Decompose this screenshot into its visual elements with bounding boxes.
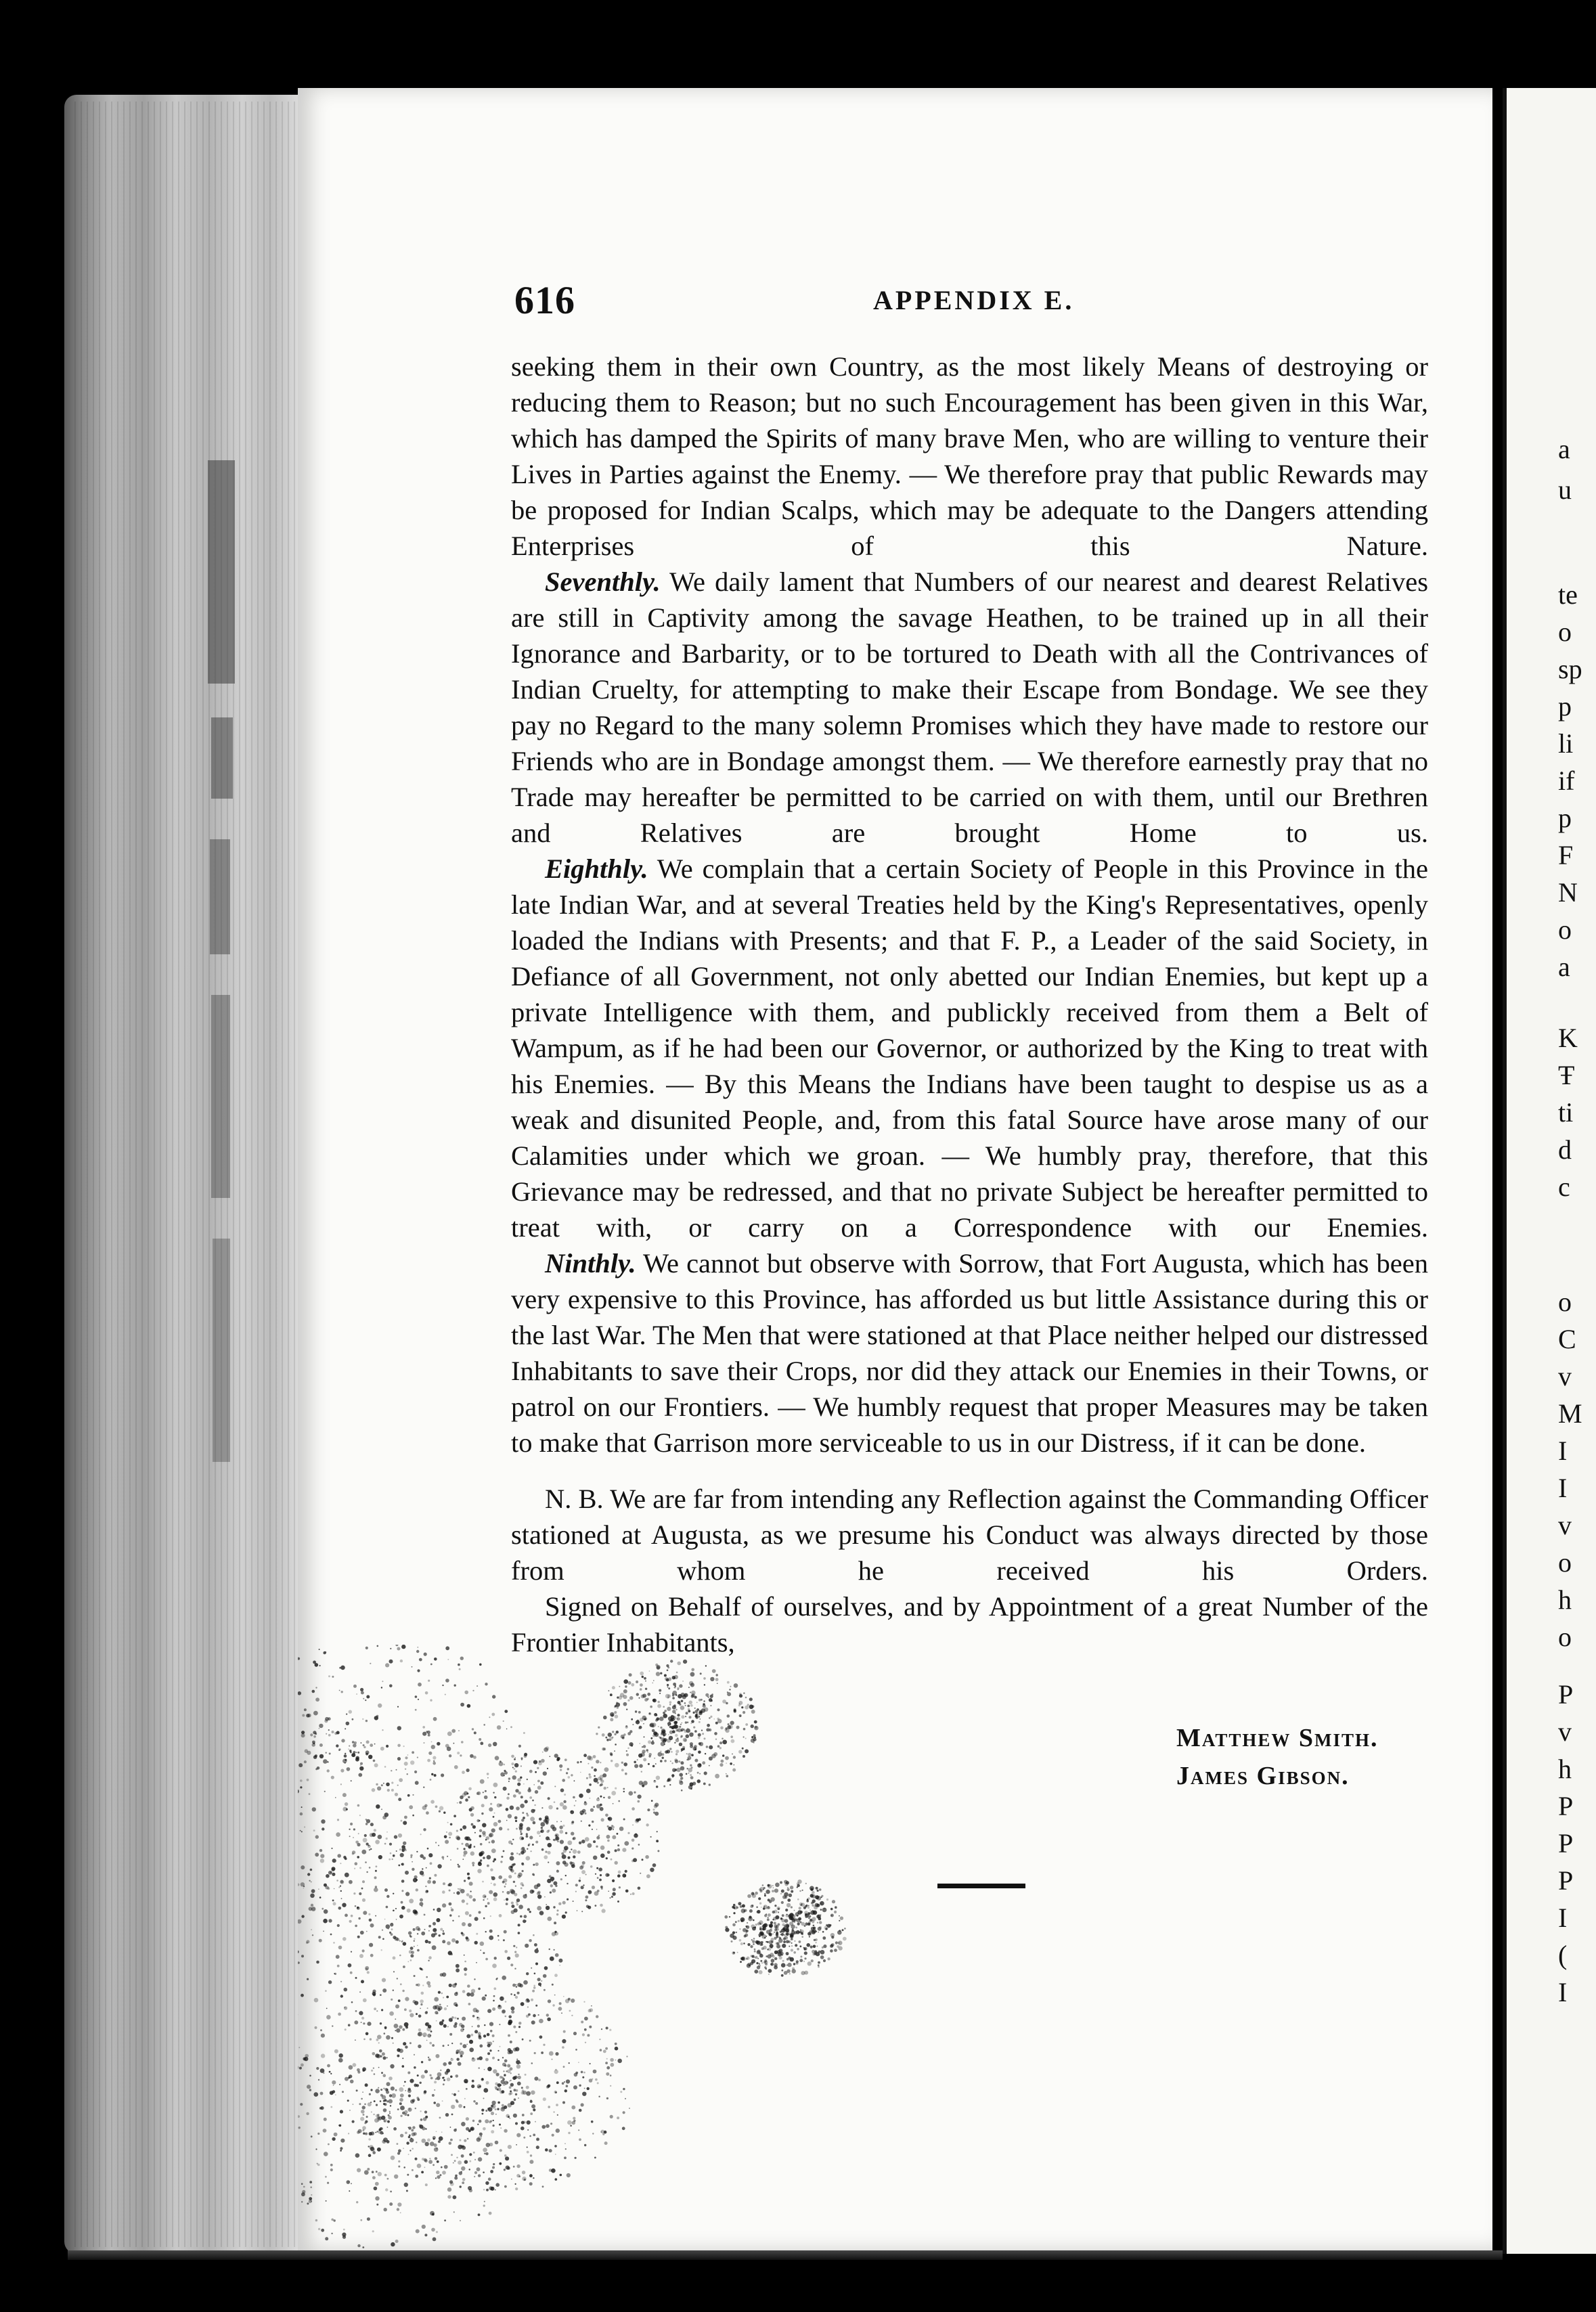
adjacent-page-letter: sp — [1558, 654, 1582, 684]
paragraph-lead: Eighthly. — [545, 853, 648, 884]
adjacent-page-letter: h — [1558, 1584, 1572, 1615]
adjacent-page-letter: C — [1558, 1324, 1576, 1354]
adjacent-page-letter: P — [1558, 1865, 1574, 1896]
adjacent-page-letter: v — [1558, 1510, 1572, 1540]
library-stamp-mark — [177, 460, 265, 1475]
paragraph-lead: Seventhly. — [545, 566, 661, 597]
paragraph-text: We complain that a certain Society of People in this Province in the late Indian War, and at several Treaties held by the King's Representatives, openly loaded the Indians with Presents; and that F. P., a Leader of the said Society, in Defiance of all Government, not only abetted our Indian Enemies, but kept up a private Intelligence with them, and publickly received from them a Belt of Wampum, as if he had been our Governor, or authorized by the King to treat with his Enemies. — By this Means the Indians have been taught to despise us as a weak and disunited People, and, from this fatal Source have arose many of our Calamities under which we groan. — We humbly pray, therefore, that this Grievance may be redressed, and that no private Subject be hereafter permitted to treat with, or carry on a Correspondence with our Enemies. — [511, 853, 1428, 1243]
adjacent-page-letter: Ŧ — [1558, 1060, 1575, 1090]
adjacent-page-letter: d — [1558, 1134, 1572, 1165]
adjacent-page-letter: I — [1558, 1473, 1568, 1503]
adjacent-page-letter: te — [1558, 579, 1578, 610]
paragraph-text: seeking them in their own Country, as the most likely Means of destroying or reducing them to Reason; but no such Encouragement has been given in this War, which has damped the Spirits of many brave Men, who are willing to venture their Lives in Parties against the Enemy. — We therefore pray that public Rewards may be proposed for Indian Scalps, which may be adequate to the Dangers attending Enterprises of this Nature. — [511, 351, 1428, 561]
adjacent-page-letter: o — [1558, 1287, 1572, 1317]
paragraph — [511, 349, 1428, 564]
adjacent-page-letter: p — [1558, 803, 1572, 833]
nota-bene — [511, 1481, 1428, 1588]
signed-line-text: Signed on Behalf of ourselves, and by Appointment of a great Number of the Frontier Inhabitants, — [511, 1591, 1428, 1658]
adjacent-page-letter: I — [1558, 1903, 1568, 1933]
nota-bene-lead: N. B. — [545, 1484, 604, 1514]
paragraph — [511, 564, 1428, 851]
signed-line — [511, 1588, 1428, 1660]
adjacent-page-letter: ti — [1558, 1097, 1574, 1128]
adjacent-page-letter: P — [1558, 1679, 1574, 1710]
adjacent-page-letter: v — [1558, 1716, 1572, 1747]
adjacent-page-letter: F — [1558, 840, 1574, 870]
paragraph — [511, 851, 1428, 1245]
body-text — [511, 349, 1428, 1660]
adjacent-page-letter: M — [1558, 1398, 1582, 1429]
closing-rule — [937, 1884, 1025, 1888]
nota-bene-text: We are far from intending any Reflection against the Commanding Officer stationed at Augusta, as we presume his Conduct was always directed by those from whom he received his Orders. — [511, 1484, 1428, 1586]
page-number: 616 — [514, 278, 575, 322]
signatory-name: Matthew Smith. — [1176, 1724, 1379, 1752]
signatory-name: James Gibson. — [1176, 1762, 1350, 1790]
adjacent-page-letter: o — [1558, 1547, 1572, 1578]
adjacent-page-letter: o — [1558, 617, 1572, 647]
adjacent-page-letter: N — [1558, 877, 1578, 908]
adjacent-page-letter: li — [1558, 728, 1574, 759]
signatories — [1176, 1719, 1379, 1795]
running-head: APPENDIX E. — [873, 285, 1075, 315]
adjacent-page-letter: if — [1558, 765, 1575, 796]
adjacent-page-letter: P — [1558, 1828, 1574, 1859]
paragraph-text: We daily lament that Numbers of our nearest and dearest Relatives are still in Captivity among the savage Heathen, to be trained up in all their Ignorance and Barbarity, or to be tortured to Death with all the Contrivances of Indian Cruelty, for attempting to make their Escape from Bondage. We see they pay no Regard to the many solemn Promises which they have made to restore our Friends who are in Bondage amongst them. — We therefore earnestly pray that no Trade may hereafter be permitted to be carried on with them, until our Brethren and Relatives are brought Home to us. — [511, 566, 1428, 848]
adjacent-page-letter: I — [1558, 1977, 1568, 2007]
book-bottom-edge — [68, 2250, 1503, 2260]
paragraph-text: We cannot but observe with Sorrow, that Fort Augusta, which has been very expensive to this Province, has afforded us but little Assistance during this or the last War. The Men that were stationed at that Place neither helped our distressed Inhabitants to save their Crops, nor did they attack our Enemies in their Towns, or patrol on our Frontiers. — We humbly request that proper Measures may be taken to make that Garrison more serviceable to us in our Distress, if it can be done. — [511, 1248, 1428, 1458]
adjacent-page-letter: p — [1558, 691, 1572, 721]
paragraph-lead: Ninthly. — [545, 1248, 636, 1279]
adjacent-page-letter: c — [1558, 1172, 1570, 1202]
adjacent-page-letter: a — [1558, 434, 1570, 464]
adjacent-page-letter: v — [1558, 1361, 1572, 1392]
adjacent-page-letter: P — [1558, 1791, 1574, 1821]
adjacent-page-letter: K — [1558, 1023, 1578, 1053]
adjacent-page-letter: o — [1558, 1622, 1572, 1652]
adjacent-page-letter: I — [1558, 1436, 1568, 1466]
paragraph — [511, 1245, 1428, 1461]
adjacent-page-letter: o — [1558, 914, 1572, 945]
adjacent-page-letter: h — [1558, 1754, 1572, 1784]
adjacent-page-letter: u — [1558, 474, 1572, 505]
adjacent-page-letter: ( — [1558, 1940, 1568, 1970]
adjacent-page-letter: a — [1558, 952, 1570, 982]
